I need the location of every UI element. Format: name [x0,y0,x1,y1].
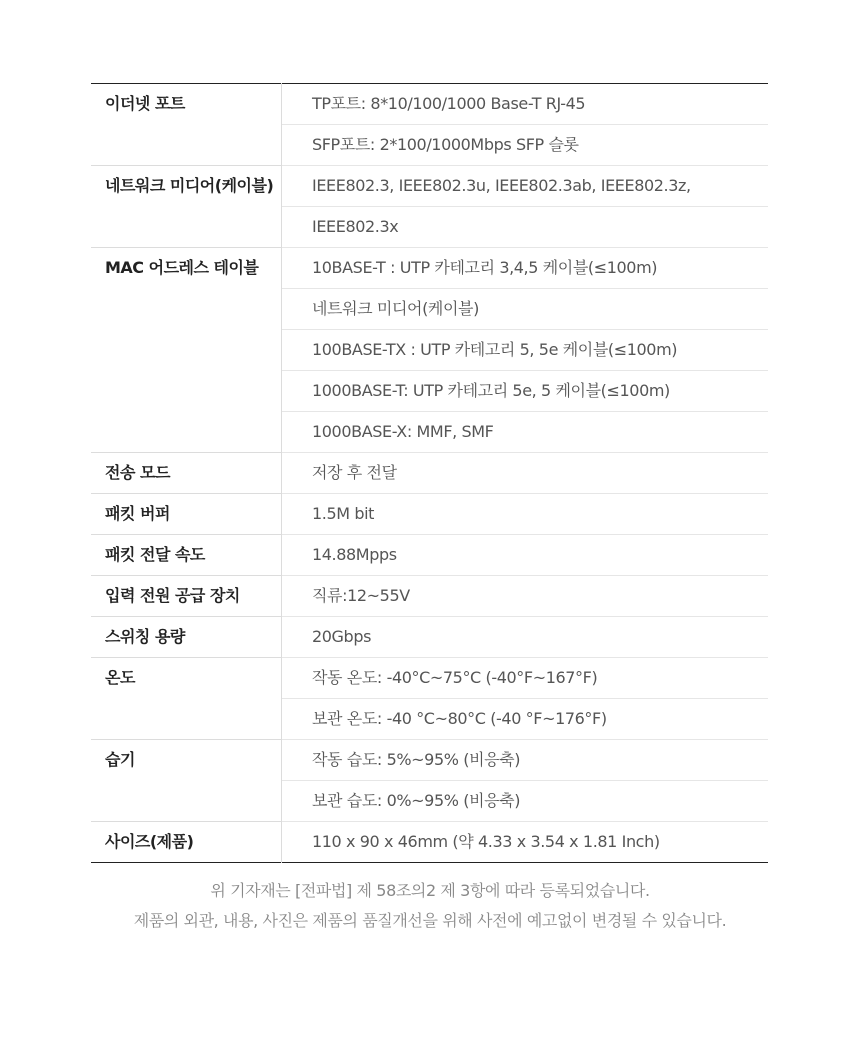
spec-label: 패킷 버퍼 [91,494,282,535]
spec-label: 전송 모드 [91,453,282,494]
spec-value: 10BASE-T : UTP 카테고리 3,4,5 케이블(≤100m) [282,248,769,289]
footnote [0,876,860,936]
footnote-line-1: 위 기자재는 [전파법] 제 58조의2 제 3항에 따라 등록되었습니다. [210,881,650,900]
spec-table [91,83,768,863]
spec-value: 1000BASE-T: UTP 카테고리 5e, 5 케이블(≤100m) [282,371,769,412]
spec-value: 1.5M bit [282,494,769,535]
spec-label: 패킷 전달 속도 [91,535,282,576]
spec-row [91,535,768,576]
spec-value: 20Gbps [282,617,769,658]
spec-label: MAC 어드레스 테이블 [91,248,282,453]
spec-value: IEEE802.3, IEEE802.3u, IEEE802.3ab, IEEE802.3z, [282,166,769,207]
spec-label: 습기 [91,740,282,822]
spec-value: 네트워크 미디어(케이블) [282,289,769,330]
spec-value: 100BASE-TX : UTP 카테고리 5, 5e 케이블(≤100m) [282,330,769,371]
spec-value: 저장 후 전달 [282,453,769,494]
spec-row [91,494,768,535]
spec-label: 스위칭 용량 [91,617,282,658]
spec-value: 작동 습도: 5%~95% (비응축) [282,740,769,781]
spec-value: 직류:12~55V [282,576,769,617]
spec-row [91,166,768,207]
spec-label: 네트워크 미디어(케이블) [91,166,282,248]
spec-row [91,822,768,863]
spec-value: IEEE802.3x [282,207,769,248]
spec-row [91,453,768,494]
spec-table-container [91,83,768,863]
spec-label: 온도 [91,658,282,740]
spec-value: 1000BASE-X: MMF, SMF [282,412,769,453]
spec-row [91,740,768,781]
spec-label: 입력 전원 공급 장치 [91,576,282,617]
spec-row [91,248,768,289]
spec-value: TP포트: 8*10/100/1000 Base-T RJ-45 [282,84,769,125]
spec-label: 사이즈(제품) [91,822,282,863]
spec-table-body [91,84,768,863]
footnote-line-2: 제품의 외관, 내용, 사진은 제품의 품질개선을 위해 사전에 예고없이 변경될 수 있습니다. [133,911,727,930]
spec-value: 14.88Mpps [282,535,769,576]
spec-value: 보관 온도: -40 °C~80°C (-40 °F~176°F) [282,699,769,740]
spec-label: 이더넷 포트 [91,84,282,166]
spec-row [91,658,768,699]
spec-value: 작동 온도: -40°C~75°C (-40°F~167°F) [282,658,769,699]
spec-row [91,576,768,617]
spec-value: SFP포트: 2*100/1000Mbps SFP 슬롯 [282,125,769,166]
spec-value: 보관 습도: 0%~95% (비응축) [282,781,769,822]
spec-row [91,617,768,658]
spec-value: 110 x 90 x 46mm (약 4.33 x 3.54 x 1.81 Inch) [312,832,660,851]
spec-row [91,84,768,125]
